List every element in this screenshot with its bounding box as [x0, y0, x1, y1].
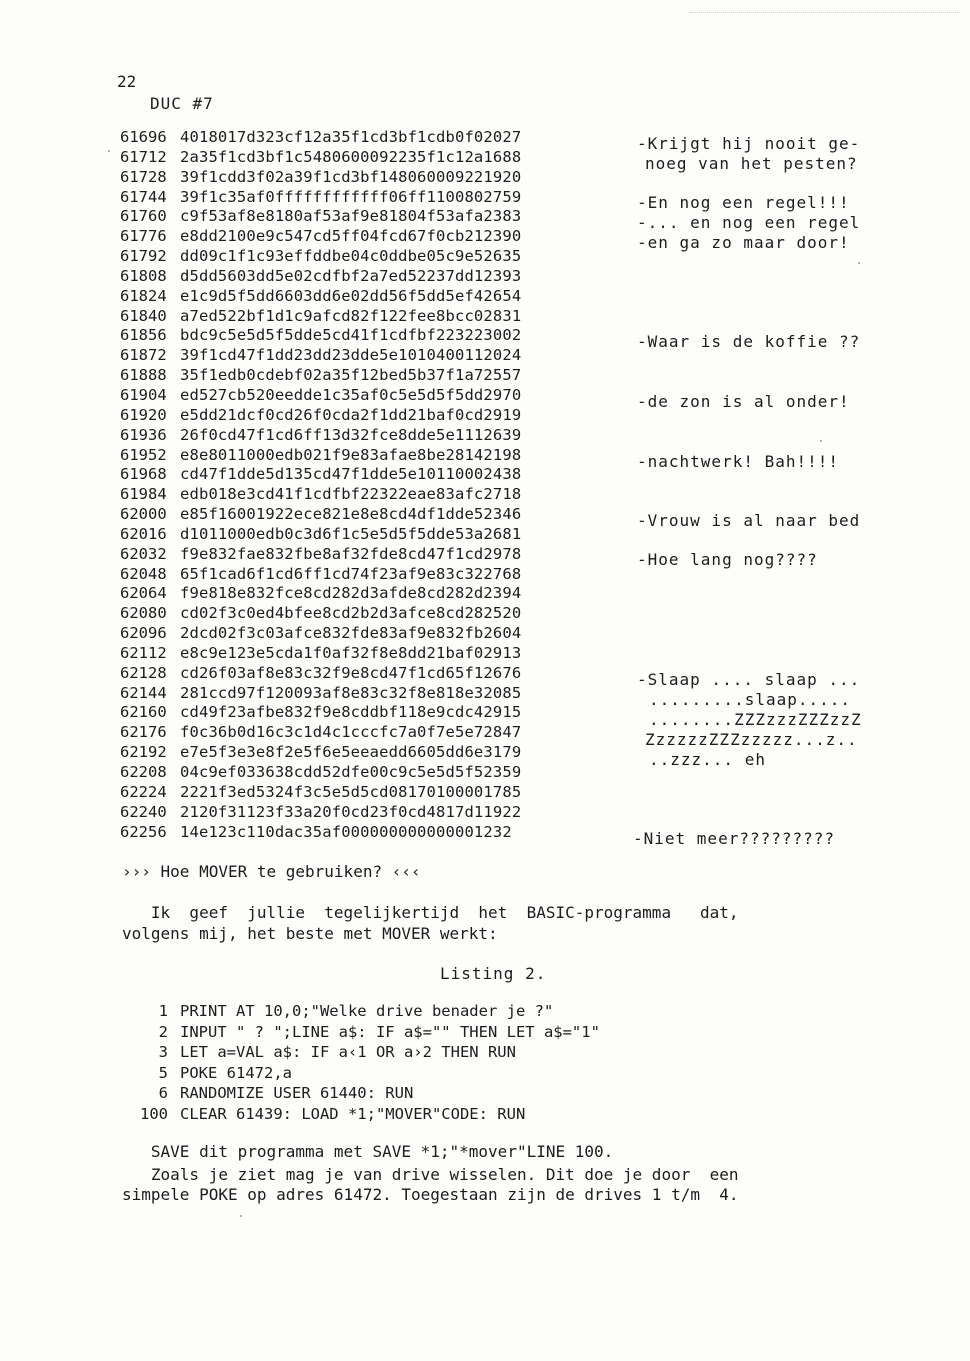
- intro-line: volgens mij, het beste met MOVER werkt:: [122, 924, 498, 943]
- dump-row: [120, 823, 630, 843]
- line-number: 6: [158, 1084, 168, 1102]
- line-code: INPUT " ? ";LINE a$: IF a$="" THEN LET a$="1": [180, 1022, 600, 1041]
- dump-row: [120, 188, 630, 208]
- dump-row: [120, 366, 630, 386]
- dump-hex: d5dd5603dd5e02cdfbf2a7ed52237dd12393: [180, 266, 522, 285]
- hex-dump: [120, 128, 630, 842]
- listing-line: [128, 1022, 600, 1043]
- dump-address: 62240: [120, 802, 167, 821]
- dump-address: 62096: [120, 624, 167, 643]
- dump-address: 62112: [120, 643, 167, 662]
- dump-row: [120, 148, 630, 168]
- margin-note: -Waar is de koffie ??: [637, 332, 861, 351]
- dump-row: [120, 406, 630, 426]
- dump-hex: 39f1cdd3f02a39f1cd3bf148060009221920: [180, 167, 522, 186]
- margin-note: noeg van het pesten?: [645, 154, 858, 173]
- dump-row: [120, 267, 630, 287]
- dump-hex: a7ed522bf1d1c9afcd82f122fee8bcc02831: [180, 306, 522, 325]
- dump-address: 61968: [120, 465, 167, 484]
- margin-note: -En nog een regel!!!: [637, 193, 850, 212]
- dump-row: [120, 604, 630, 624]
- dump-row: [120, 386, 630, 406]
- dump-hex: f9e832fae832fbe8af32fde8cd47f1cd2978: [180, 544, 522, 563]
- dump-hex: 35f1edb0cdebf02a35f12bed5b37f1a72557: [180, 366, 522, 385]
- margin-note: -de zon is al onder!: [637, 392, 850, 411]
- dump-address: 61712: [120, 147, 167, 166]
- dump-address: 62144: [120, 683, 167, 702]
- line-number: 100: [140, 1104, 168, 1123]
- dump-address: 62064: [120, 584, 167, 603]
- dump-hex: f9e818e832fce8cd282d3afde8cd282d2394: [180, 584, 522, 603]
- dump-row: [120, 446, 630, 466]
- listing-line: [128, 1063, 600, 1084]
- dump-row: [120, 664, 630, 684]
- dump-hex: edb018e3cd41f1cdfbf22322eae83afc2718: [180, 485, 522, 504]
- dump-row: [120, 743, 630, 763]
- dump-row: [120, 326, 630, 346]
- dump-row: [120, 565, 630, 585]
- dump-hex: 2221f3ed5324f3c5e5d5cd08170100001785: [180, 782, 522, 801]
- scan-speck: [858, 262, 860, 264]
- dump-row: [120, 465, 630, 485]
- dump-address: 62032: [120, 544, 167, 563]
- dump-row: [120, 307, 630, 327]
- dump-address: 62160: [120, 703, 167, 722]
- dump-row: [120, 525, 630, 545]
- magazine-header: DUC #7: [150, 94, 214, 113]
- margin-note: -nachtwerk! Bah!!!!: [637, 452, 840, 471]
- margin-note: -Hoe lang nog????: [637, 550, 818, 569]
- dump-row: [120, 287, 630, 307]
- dump-hex: cd47f1dde5d135cd47f1dde5e10110002438: [180, 465, 522, 484]
- dump-address: 61952: [120, 445, 167, 464]
- dump-hex: e8dd2100e9c547cd5ff04fcd67f0cb212390: [180, 227, 522, 246]
- dump-row: [120, 346, 630, 366]
- dump-row: [120, 584, 630, 604]
- dump-address: 61872: [120, 346, 167, 365]
- dump-hex: 2dcd02f3c03afce832fde83af9e832fb2604: [180, 624, 522, 643]
- listing-line: [128, 1083, 600, 1104]
- margin-note: ........ZZZzzzZZZzzZ: [649, 710, 862, 729]
- page-number: 22: [117, 72, 137, 91]
- dump-row: [120, 247, 630, 267]
- dump-hex: ed527cb520eedde1c35af0c5e5d5f5dd2970: [180, 385, 522, 404]
- dump-address: 61904: [120, 385, 167, 404]
- basic-listing: [128, 1001, 600, 1124]
- dump-row: [120, 624, 630, 644]
- dump-row: [120, 684, 630, 704]
- dump-row: [120, 803, 630, 823]
- dump-hex: 2120f31123f33a20f0cd23f0cd4817d11922: [180, 802, 522, 821]
- dump-row: [120, 168, 630, 188]
- dump-address: 61776: [120, 227, 167, 246]
- dump-address: 62256: [120, 822, 167, 841]
- listing-line: [128, 1001, 600, 1022]
- dump-row: [120, 644, 630, 664]
- dump-address: 62080: [120, 604, 167, 623]
- dump-address: 62224: [120, 782, 167, 801]
- margin-note: -... en nog een regel: [637, 213, 861, 232]
- line-code: PRINT AT 10,0;"Welke drive benader je ?": [180, 1002, 554, 1020]
- dump-hex: e8c9e123e5cda1f0af32f8e8dd21baf02913: [180, 643, 522, 662]
- line-code: RANDOMIZE USER 61440: RUN: [180, 1084, 414, 1102]
- dump-row: [120, 485, 630, 505]
- dump-hex: 04c9ef033638cdd52dfe00c9c5e5d5f52359: [180, 763, 522, 781]
- dump-hex: e7e5f3e3e8f2e5f6e5eeaedd6605dd6e3179: [180, 743, 522, 762]
- dump-hex: e8e8011000edb021f9e83afae8be28142198: [180, 445, 522, 464]
- line-number: 5: [158, 1063, 168, 1082]
- dump-address: 61792: [120, 247, 167, 266]
- dump-row: [120, 426, 630, 446]
- dump-hex: 281ccd97f120093af8e83c32f8e818e32085: [180, 683, 522, 702]
- dump-address: 61824: [120, 286, 167, 305]
- scan-speck: [108, 150, 110, 152]
- margin-note: ZzzzzzZZZzzzzz...z..: [645, 730, 858, 749]
- dump-row: [120, 545, 630, 565]
- dump-hex: f0c36b0d16c3c1d4c1cccfc7a0f7e5e72847: [180, 723, 522, 742]
- dump-address: 61856: [120, 326, 167, 345]
- dump-address: 62048: [120, 564, 167, 583]
- dump-address: 61728: [120, 167, 167, 186]
- dump-hex: 4018017d323cf12a35f1cd3bf1cdb0f02027: [180, 128, 522, 146]
- margin-note: ..zzz... eh: [649, 750, 766, 769]
- dump-row: [120, 763, 630, 783]
- dump-hex: e5dd21dcf0cd26f0cda2f1dd21baf0cd2919: [180, 405, 522, 424]
- line-number: 2: [158, 1022, 168, 1041]
- line-number: 1: [158, 1002, 168, 1020]
- margin-note: -en ga zo maar door!: [637, 233, 850, 252]
- dump-hex: 39f1cd47f1dd23dd23dde5e1010400112024: [180, 346, 522, 365]
- dump-hex: 14e123c110dac35af000000000000001232: [180, 822, 512, 841]
- dump-hex: 65f1cad6f1cd6ff1cd74f23af9e83c322768: [180, 564, 522, 583]
- dump-address: 61808: [120, 266, 167, 285]
- dump-address: 61936: [120, 425, 167, 444]
- dump-address: 61744: [120, 187, 167, 206]
- dump-address: 62000: [120, 505, 167, 524]
- dump-address: 61920: [120, 405, 167, 424]
- dump-hex: cd26f03af8e83c32f9e8cd47f1cd65f12676: [180, 663, 522, 682]
- dump-row: [120, 783, 630, 803]
- margin-note: -Slaap .... slaap ...: [637, 670, 861, 689]
- dump-hex: cd49f23afbe832f9e8cddbf118e9cdc42915: [180, 703, 522, 722]
- dump-hex: d1011000edb0c3d6f1c5e5d5f5dde53a2681: [180, 524, 522, 543]
- margin-note: -Vrouw is al naar bed: [637, 511, 861, 530]
- listing-title: Listing 2.: [440, 964, 547, 983]
- dump-hex: c9f53af8e8180af53af9e81804f53afa2383: [180, 207, 522, 226]
- outro-line: Zoals je ziet mag je van drive wisselen. Dit doe je door een: [122, 1165, 739, 1184]
- section-title: ››› Hoe MOVER te gebruiken? ‹‹‹: [122, 862, 421, 881]
- dump-row: [120, 227, 630, 247]
- dump-hex: dd09c1f1c93effddbe04c0ddbe05c9e52635: [180, 247, 522, 266]
- dump-address: 61760: [120, 207, 167, 226]
- dump-address: 62016: [120, 524, 167, 543]
- dump-hex: 26f0cd47f1cd6ff13d32fce8dde5e1112639: [180, 425, 522, 444]
- dump-address: 62208: [120, 763, 167, 781]
- dump-address: 61984: [120, 485, 167, 504]
- line-code: CLEAR 61439: LOAD *1;"MOVER"CODE: RUN: [180, 1104, 526, 1123]
- dump-hex: cd02f3c0ed4bfee8cd2b2d3afce8cd282520: [180, 604, 522, 623]
- dump-address: 61696: [120, 128, 167, 146]
- scan-speck: [240, 1215, 242, 1217]
- margin-note: -Krijgt hij nooit ge-: [637, 134, 861, 153]
- dump-hex: 2a35f1cd3bf1c5480600092235f1c12a1688: [180, 147, 522, 166]
- dump-address: 62176: [120, 723, 167, 742]
- line-number: 3: [158, 1043, 168, 1061]
- dump-row: [120, 128, 630, 148]
- dump-hex: e1c9d5f5dd6603dd6e02dd56f5dd5ef42654: [180, 286, 522, 305]
- listing-line: [128, 1042, 600, 1063]
- scan-speck: [820, 440, 822, 442]
- dump-address: 62192: [120, 743, 167, 762]
- margin-note: .........slaap.....: [649, 690, 852, 709]
- dump-address: 61840: [120, 306, 167, 325]
- line-code: POKE 61472,a: [180, 1063, 292, 1082]
- dump-row: [120, 723, 630, 743]
- dump-hex: e85f16001922ece821e8e8cd4df1dde52346: [180, 505, 522, 524]
- dump-row: [120, 207, 630, 227]
- outro-line: simpele POKE op adres 61472. Toegestaan zijn de drives 1 t/m 4.: [122, 1185, 739, 1204]
- line-code: LET a=VAL a$: IF a‹1 OR a›2 THEN RUN: [180, 1043, 516, 1061]
- dump-address: 62128: [120, 663, 167, 682]
- listing-line: [128, 1104, 600, 1125]
- intro-line: Ik geef jullie tegelijkertijd het BASIC-programma dat,: [122, 903, 739, 922]
- dump-address: 61888: [120, 366, 167, 385]
- dump-hex: bdc9c5e5d5f5dde5cd41f1cdfbf223223002: [180, 326, 522, 345]
- outro-line: SAVE dit programma met SAVE *1;"*mover"LINE 100.: [122, 1142, 614, 1161]
- dump-row: [120, 505, 630, 525]
- dump-row: [120, 703, 630, 723]
- margin-note: -Niet meer?????????: [633, 829, 836, 848]
- scan-artifact-line: [690, 12, 960, 13]
- dump-hex: 39f1c35af0ffffffffffff06ff1100802759: [180, 187, 522, 206]
